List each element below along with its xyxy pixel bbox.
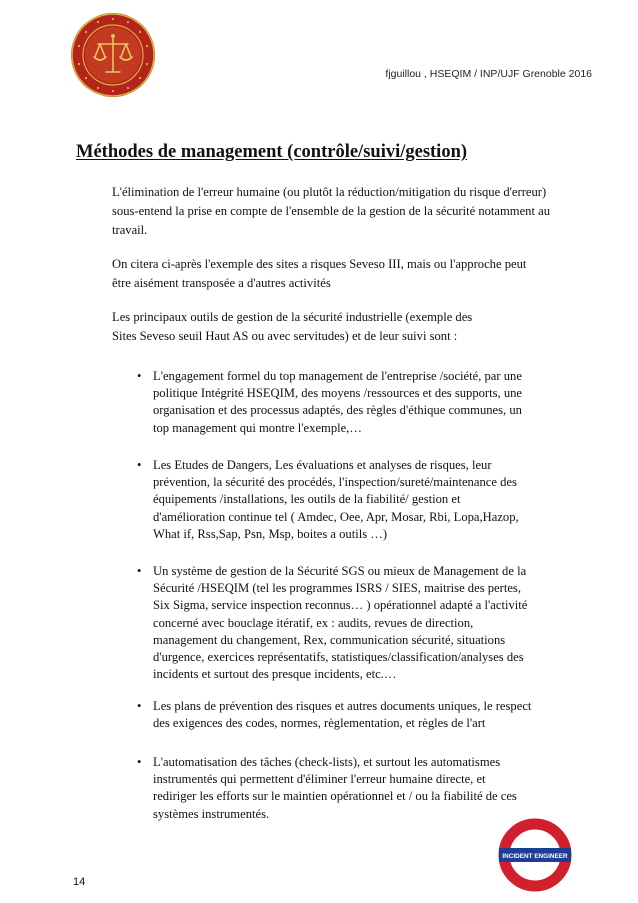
text-line: concerné avec bouclage itératif, ex : audits, revues de direction, <box>153 615 474 630</box>
text-line: sous-entend la prise en compte de l'ensemble de la gestion de la sécurité notamment au <box>112 204 551 218</box>
incident-engineer-roundel-logo <box>498 818 572 892</box>
list-item <box>137 457 583 543</box>
text-line: incidents et surtout des presque incidents, etc.… <box>153 667 397 682</box>
text-line: des exigences des codes, normes, règlementation, et règles de l'art <box>153 716 486 731</box>
text-line: équipements /installations, les outils de la fiabilité/ gestion et <box>153 492 461 507</box>
text-line: systèmes instrumentés. <box>153 806 270 821</box>
paragraph-seveso-example <box>112 255 582 293</box>
text-line: prévention, la sécurité des procédés, l'inspection/sureté/maintenance des <box>153 475 517 490</box>
text-line: Six Sigma, service inspection reconnus… ) opérationnel adapté a l'activité <box>153 598 528 613</box>
list-item <box>137 368 583 437</box>
bullet-icon: • <box>137 755 142 769</box>
bullet-icon: • <box>137 564 142 578</box>
text-line: L'engagement formel du top management de l'entreprise /société, par une <box>153 369 522 383</box>
text-line: On citera ci-après l'exemple des sites a risques Seveso III, mais ou l'approche peut <box>112 257 527 271</box>
text-line: être aisément transposée a d'autres activités <box>112 276 331 290</box>
text-line: L'automatisation des tâches (check-lists), et surtout les automatismes <box>153 755 501 769</box>
text-line: Les Etudes de Dangers, Les évaluations et analyses de risques, leur <box>153 458 492 472</box>
text-line: Sites Seveso seuil Haut AS ou avec servitudes) et de leur suivi sont : <box>112 329 458 343</box>
header-author-line: fjguillou , HSEQIM / INP/UJF Grenoble 2016 <box>385 68 592 80</box>
text-line: L'élimination de l'erreur humaine (ou plutôt la réduction/mitigation du risque d'erreur) <box>112 185 547 199</box>
text-line: travail. <box>112 223 148 237</box>
bullet-icon: • <box>137 369 142 383</box>
bullet-icon: • <box>137 458 142 472</box>
text-line: management du changement, Rex, communication sécurité, situations <box>153 632 506 647</box>
page-title: Méthodes de management (contrôle/suivi/gestion) <box>76 142 468 162</box>
list-item <box>137 563 583 683</box>
bullet-icon: • <box>137 699 142 713</box>
text-line: Un système de gestion de la Sécurité SGS ou mieux de Management de la <box>153 564 527 578</box>
list-item <box>137 754 583 823</box>
text-line: organisation et des processus adaptés, des règles d'éthique communes, un <box>153 403 522 418</box>
scales-of-justice-seal-logo <box>70 12 156 98</box>
text-line: instrumentés qui permettent d'éliminer l'erreur humaine directe, et <box>153 772 486 787</box>
text-line: Les principaux outils de gestion de la sécurité industrielle (exemple des <box>112 310 473 324</box>
text-line: Les plans de prévention des risques et autres documents uniques, le respect <box>153 699 532 713</box>
text-line: rediriger les efforts sur le maintien opérationnel et / ou la fiabilité de ces <box>153 789 517 804</box>
list-item <box>137 698 583 732</box>
text-line: d'urgence, exercices représentatifs, statistiques/classification/analyses des <box>153 650 524 665</box>
page-number: 14 <box>73 876 86 888</box>
paragraph-main-tools <box>112 308 582 346</box>
text-line: top management qui montre l'exemple,… <box>153 420 362 435</box>
text-line: politique Intégrité HSEQIM, des moyens /ressources et des supports, une <box>153 386 523 401</box>
roundel-label: INCIDENT ENGINEER <box>502 853 568 860</box>
paragraph-human-error <box>112 183 582 240</box>
text-line: What if, Rss,Sap, Psn, Msp, boites a outils …) <box>153 526 388 541</box>
text-line: Sécurité /HSEQIM (tel les programmes ISRS / SIES, maitrise des pertes, <box>153 581 521 596</box>
text-line: d'amélioration continue tel ( Amdec, Oee, Apr, Mosar, Rbi, Lopa,Hazop, <box>153 509 519 524</box>
